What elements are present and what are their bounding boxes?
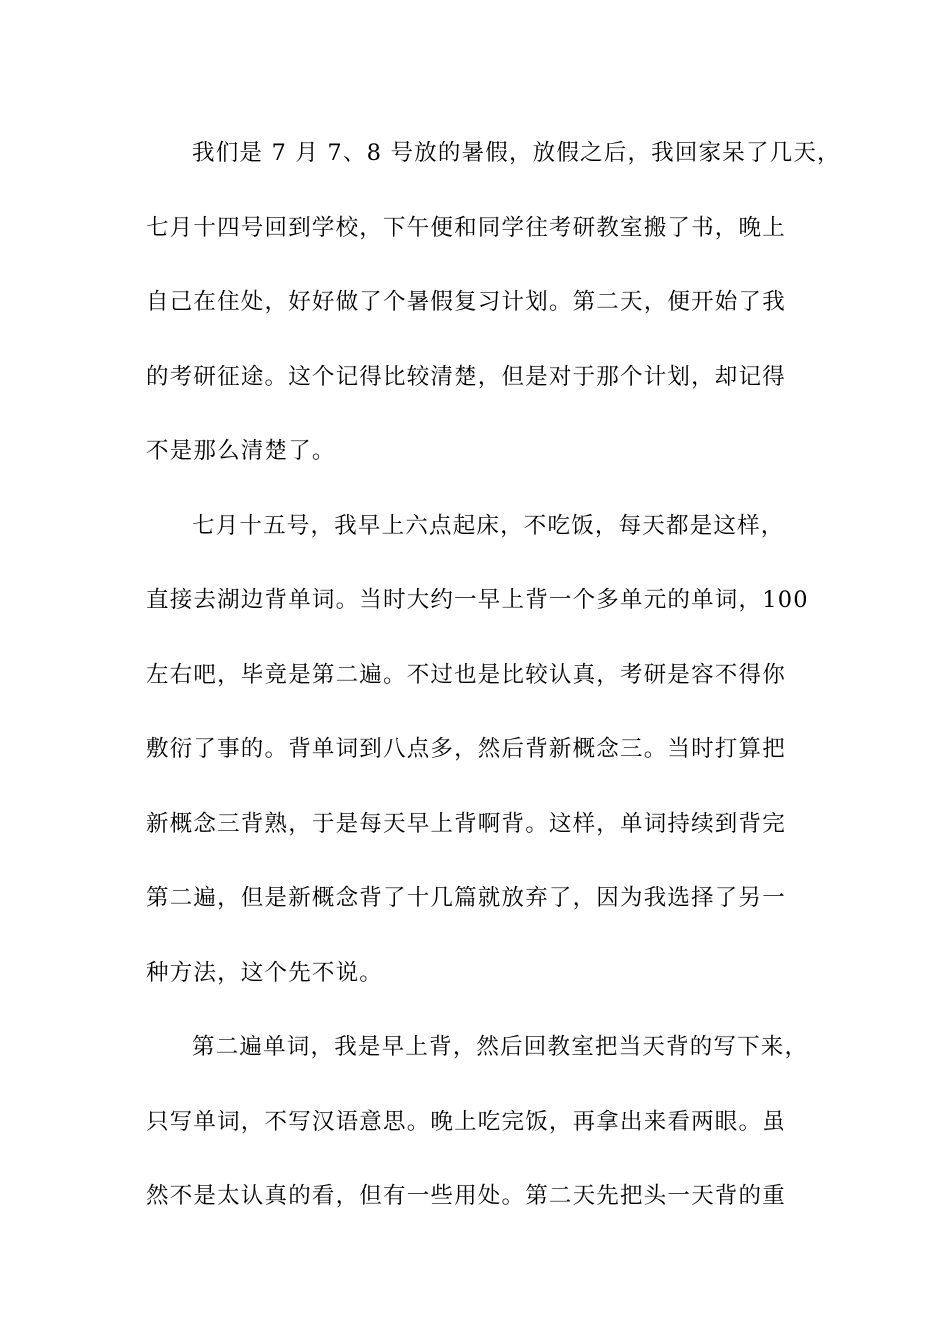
paragraph-2-line-7: 种方法，这个先不说。 (146, 959, 384, 986)
paragraph-3-line-3: 然不是太认真的看，但有一些用处。第二天先把头一天背的重 (146, 1183, 786, 1209)
paragraph-1-line-3: 自己在住处，好好做了个暑假复习计划。第二天，便开始了我 (146, 289, 786, 315)
paragraph-1-line-2: 七月十四号回到学校，下午便和同学往考研教室搬了书，晚上 (146, 214, 786, 241)
paragraph-1-line-1: 我们是 7 月 7、8 号放的暑假，放假之后，我回家呆了几天， (192, 140, 841, 166)
paragraph-1-line-4: 的考研征途。这个记得比较清楚，但是对于那个计划，却记得 (146, 363, 786, 390)
document-body (146, 128, 841, 1246)
paragraph-2-line-4: 敷衍了事的。背单词到八点多，然后背新概念三。当时打算把 (146, 736, 786, 762)
paragraph-2-line-3: 左右吧，毕竟是第二遍。不过也是比较认真，考研是容不得你 (146, 661, 786, 688)
paragraph-3-line-1: 第二遍单词，我是早上背，然后回教室把当天背的写下来， (192, 1034, 809, 1060)
paragraph-2-line-1: 七月十五号，我早上六点起床，不吃饭，每天都是这样， (192, 512, 785, 539)
paragraph-1-line-5: 不是那么清楚了。 (146, 438, 336, 464)
paragraph-2-line-5: 新概念三背熟，于是每天早上背啊背。这样，单词持续到背完 (146, 810, 786, 837)
paragraph-2-line-2: 直接去湖边背单词。当时大约一早上背一个多单元的单词，100 (146, 587, 809, 613)
paragraph-3-line-2: 只写单词，不写汉语意思。晚上吃完饭，再拿出来看两眼。虽 (146, 1108, 786, 1135)
paragraph-2-line-6: 第二遍，但是新概念背了十几篇就放弃了，因为我选择了另一 (146, 885, 786, 911)
